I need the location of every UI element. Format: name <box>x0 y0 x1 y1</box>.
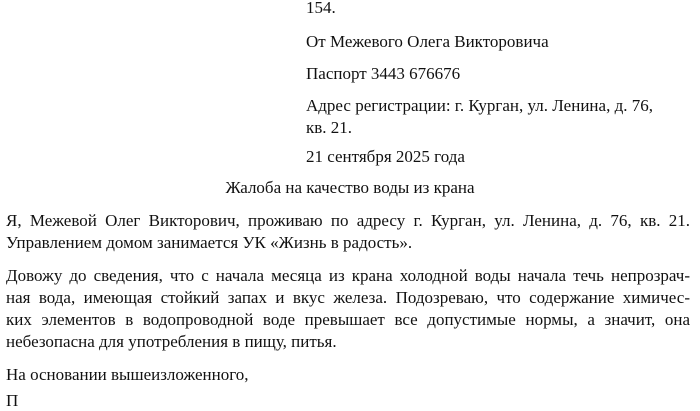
paragraph-1-line-1: Я, Межевой Олег Викторович, проживаю по адресу г. Курган, ул. Ленина, д. 76, кв. 21. <box>6 211 690 230</box>
passport-line: Паспорт 3443 676676 <box>306 64 461 83</box>
document-title: Жалоба на качество воды из крана <box>225 178 475 197</box>
trailing-text-fragment: П <box>6 391 19 410</box>
paragraph-2-line-3: ких элементов в водопроводной воде превышает все допустимые нормы, а значит, она <box>6 310 690 329</box>
sender-line: От Межевого Олега Викторовича <box>306 32 549 51</box>
registration-address-apartment: кв. 21. <box>306 118 353 137</box>
registration-address-line: Адрес регистрации: г. Курган, ул. Ленина, д. 76, <box>306 96 653 115</box>
paragraph-3: На основании вышеизложенного, <box>6 365 249 384</box>
address-fragment: 154. <box>306 0 336 17</box>
document-date: 21 сентября 2025 года <box>306 147 465 166</box>
paragraph-2-line-2: ная вода, имеющая стойкий запах и вкус железа. Подозреваю, что содержание химичес- <box>6 288 690 307</box>
paragraph-1-line-2: Управлением домом занимается УК «Жизнь в радость». <box>6 233 413 252</box>
paragraph-2-line-1: Довожу до сведения, что с начала месяца из крана холодной воды начала течь непрозрач- <box>6 266 690 285</box>
paragraph-2-line-4: небезопасна для употребления в пищу, питья. <box>6 332 337 351</box>
